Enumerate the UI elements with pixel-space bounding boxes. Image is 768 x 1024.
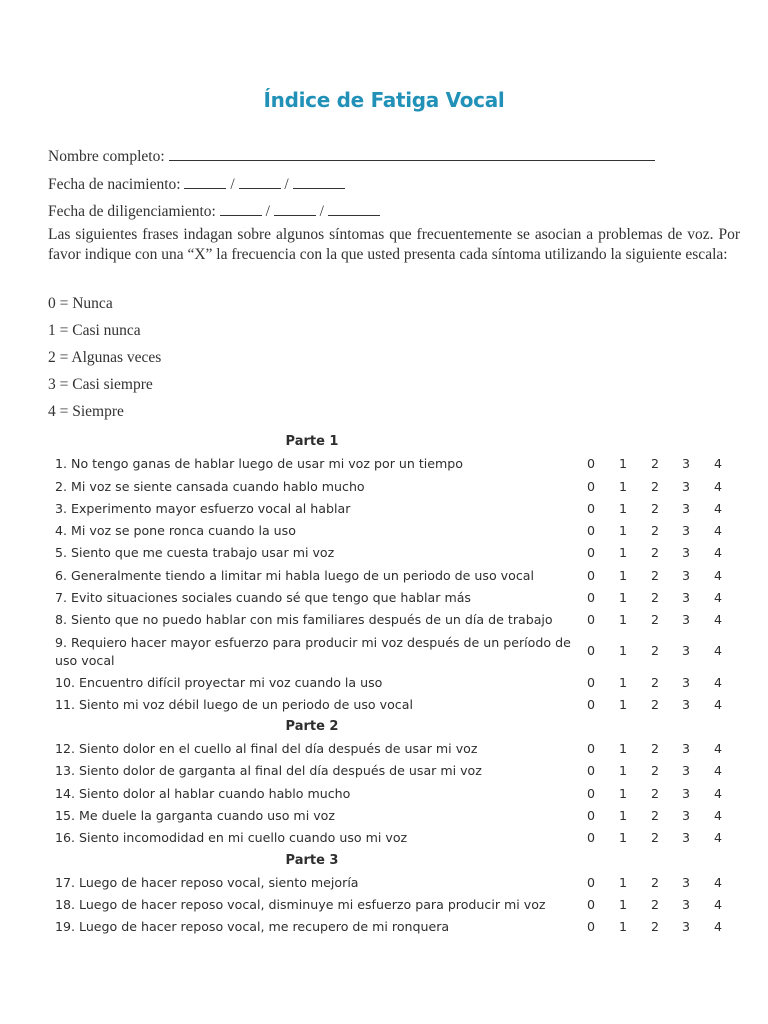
rating-option-0[interactable]: 0	[586, 568, 595, 583]
rating-option-4[interactable]: 4	[713, 456, 722, 471]
rating-option-3[interactable]: 3	[681, 545, 690, 560]
rating-option-0[interactable]: 0	[586, 479, 595, 494]
question-text: 17. Luego de hacer reposo vocal, siento mejoría	[55, 875, 359, 890]
rating-option-1[interactable]: 1	[618, 919, 627, 934]
question-row	[55, 897, 755, 919]
question-row	[55, 612, 755, 634]
rating-option-4[interactable]: 4	[713, 897, 722, 912]
rating-option-1[interactable]: 1	[618, 643, 627, 658]
rating-option-4[interactable]: 4	[713, 501, 722, 516]
nacimiento-label: Fecha de nacimiento:	[48, 176, 181, 193]
rating-option-4[interactable]: 4	[713, 590, 722, 605]
date-slash: /	[319, 203, 324, 220]
part-title: Parte 3	[285, 853, 339, 868]
rating-option-3[interactable]: 3	[681, 919, 690, 934]
rating-option-4[interactable]: 4	[713, 763, 722, 778]
rating-option-1[interactable]: 1	[618, 456, 627, 471]
rating-option-2[interactable]: 2	[650, 456, 659, 471]
rating-option-3[interactable]: 3	[681, 897, 690, 912]
rating-option-2[interactable]: 2	[650, 808, 659, 823]
question-row	[55, 763, 755, 785]
rating-option-0[interactable]: 0	[586, 830, 595, 845]
date-slash: /	[265, 203, 270, 220]
rating-option-2[interactable]: 2	[650, 479, 659, 494]
page-title: Índice de Fatiga Vocal	[263, 88, 505, 112]
rating-option-3[interactable]: 3	[681, 612, 690, 627]
rating-option-0[interactable]: 0	[586, 897, 595, 912]
scale-item: 1 = Casi nunca	[48, 322, 141, 339]
rating-option-3[interactable]: 3	[681, 697, 690, 712]
rating-option-1[interactable]: 1	[618, 545, 627, 560]
question-text: 7. Evito situaciones sociales cuando sé que tengo que hablar más	[55, 590, 471, 605]
rating-option-4[interactable]: 4	[713, 675, 722, 690]
question-text: 1. No tengo ganas de hablar luego de usar mi voz por un tiempo	[55, 456, 463, 471]
rating-option-4[interactable]: 4	[713, 643, 722, 658]
rating-option-2[interactable]: 2	[650, 830, 659, 845]
rating-option-1[interactable]: 1	[618, 675, 627, 690]
rating-option-1[interactable]: 1	[618, 875, 627, 890]
rating-option-0[interactable]: 0	[586, 501, 595, 516]
nacimiento-month-blank[interactable]	[239, 174, 281, 189]
rating-option-2[interactable]: 2	[650, 875, 659, 890]
rating-option-1[interactable]: 1	[618, 763, 627, 778]
rating-option-1[interactable]: 1	[618, 786, 627, 801]
rating-option-2[interactable]: 2	[650, 897, 659, 912]
question-text: 9. Requiero hacer mayor esfuerzo para producir mi voz después de un período de uso vocal	[55, 635, 571, 668]
rating-option-3[interactable]: 3	[681, 568, 690, 583]
question-text: 16. Siento incomodidad en mi cuello cuando uso mi voz	[55, 830, 408, 845]
question-text: 15. Me duele la garganta cuando uso mi voz	[55, 808, 335, 823]
question-row	[55, 634, 755, 668]
question-text: 19. Luego de hacer reposo vocal, me recupero de mi ronquera	[55, 919, 450, 934]
question-text: 12. Siento dolor en el cuello al final del día después de usar mi voz	[55, 741, 478, 756]
rating-option-4[interactable]: 4	[713, 697, 722, 712]
rating-option-3[interactable]: 3	[681, 456, 690, 471]
question-row	[55, 456, 755, 478]
diligenciamiento-month-blank[interactable]	[274, 201, 316, 216]
rating-option-3[interactable]: 3	[681, 875, 690, 890]
question-row	[55, 479, 755, 501]
scale-item: 0 = Nunca	[48, 295, 113, 312]
rating-option-2[interactable]: 2	[650, 763, 659, 778]
rating-option-1[interactable]: 1	[618, 479, 627, 494]
nacimiento-day-blank[interactable]	[184, 174, 226, 189]
scale-item: 2 = Algunas veces	[48, 349, 162, 366]
rating-option-2[interactable]: 2	[650, 523, 659, 538]
rating-option-3[interactable]: 3	[681, 830, 690, 845]
rating-option-2[interactable]: 2	[650, 741, 659, 756]
rating-option-3[interactable]: 3	[681, 763, 690, 778]
rating-option-0[interactable]: 0	[586, 741, 595, 756]
scale-item: 4 = Siempre	[48, 403, 124, 420]
rating-option-4[interactable]: 4	[713, 568, 722, 583]
scale-item: 3 = Casi siempre	[48, 376, 153, 393]
question-text: 4. Mi voz se pone ronca cuando la uso	[55, 523, 296, 538]
rating-option-3[interactable]: 3	[681, 808, 690, 823]
rating-option-0[interactable]: 0	[586, 456, 595, 471]
diligenciamiento-day-blank[interactable]	[220, 201, 262, 216]
rating-option-2[interactable]: 2	[650, 590, 659, 605]
rating-option-3[interactable]: 3	[681, 643, 690, 658]
question-row	[55, 675, 755, 697]
nombre-field	[48, 146, 655, 166]
rating-option-0[interactable]: 0	[586, 697, 595, 712]
nombre-blank[interactable]	[169, 146, 655, 161]
question-text: 10. Encuentro difícil proyectar mi voz cuando la uso	[55, 675, 383, 690]
rating-option-4[interactable]: 4	[713, 545, 722, 560]
rating-option-2[interactable]: 2	[650, 675, 659, 690]
question-text: 14. Siento dolor al hablar cuando hablo mucho	[55, 786, 351, 801]
rating-option-0[interactable]: 0	[586, 643, 595, 658]
part-title: Parte 2	[285, 719, 339, 734]
rating-option-2[interactable]: 2	[650, 643, 659, 658]
rating-option-0[interactable]: 0	[586, 612, 595, 627]
rating-option-2[interactable]: 2	[650, 697, 659, 712]
rating-option-2[interactable]: 2	[650, 501, 659, 516]
question-row	[55, 919, 755, 941]
diligenciamiento-year-blank[interactable]	[328, 201, 380, 216]
rating-option-1[interactable]: 1	[618, 808, 627, 823]
question-row	[55, 875, 755, 897]
rating-option-4[interactable]: 4	[713, 741, 722, 756]
nombre-label: Nombre completo:	[48, 148, 165, 165]
rating-option-0[interactable]: 0	[586, 675, 595, 690]
question-text: 3. Experimento mayor esfuerzo vocal al hablar	[55, 501, 351, 516]
nacimiento-year-blank[interactable]	[293, 174, 345, 189]
question-row	[55, 545, 755, 567]
instructions-paragraph: Las siguientes frases indagan sobre algunos síntomas que frecuentemente se asocian a problemas de voz. Por favor indique con una “X” la frecuencia con la que usted presenta cada síntoma utilizando la siguiente escala:	[48, 226, 740, 263]
part-title: Parte 1	[285, 434, 339, 449]
rating-option-1[interactable]: 1	[618, 830, 627, 845]
rating-option-0[interactable]: 0	[586, 786, 595, 801]
rating-option-4[interactable]: 4	[713, 786, 722, 801]
rating-option-0[interactable]: 0	[586, 523, 595, 538]
date-slash: /	[230, 176, 235, 193]
rating-option-1[interactable]: 1	[618, 501, 627, 516]
question-row	[55, 590, 755, 612]
rating-option-4[interactable]: 4	[713, 479, 722, 494]
diligenciamiento-field	[48, 201, 380, 221]
rating-option-0[interactable]: 0	[586, 590, 595, 605]
question-text: 8. Siento que no puedo hablar con mis familiares después de un día de trabajo	[55, 612, 553, 627]
rating-option-4[interactable]: 4	[713, 523, 722, 538]
rating-option-3[interactable]: 3	[681, 501, 690, 516]
question-text: 13. Siento dolor de garganta al final del día después de usar mi voz	[55, 763, 482, 778]
rating-option-3[interactable]: 3	[681, 675, 690, 690]
question-row	[55, 830, 755, 852]
rating-option-1[interactable]: 1	[618, 590, 627, 605]
diligenciamiento-label: Fecha de diligenciamiento:	[48, 203, 216, 220]
rating-option-0[interactable]: 0	[586, 545, 595, 560]
rating-option-0[interactable]: 0	[586, 808, 595, 823]
nacimiento-field	[48, 174, 345, 194]
rating-option-3[interactable]: 3	[681, 523, 690, 538]
rating-option-1[interactable]: 1	[618, 897, 627, 912]
rating-option-4[interactable]: 4	[713, 919, 722, 934]
question-text: 5. Siento que me cuesta trabajo usar mi voz	[55, 545, 335, 560]
question-row	[55, 523, 755, 545]
question-row	[55, 568, 755, 590]
rating-option-3[interactable]: 3	[681, 786, 690, 801]
question-row	[55, 786, 755, 808]
question-text: 18. Luego de hacer reposo vocal, disminuye mi esfuerzo para producir mi voz	[55, 897, 546, 912]
question-row	[55, 501, 755, 523]
question-row	[55, 808, 755, 830]
rating-option-4[interactable]: 4	[713, 830, 722, 845]
rating-option-0[interactable]: 0	[586, 763, 595, 778]
rating-option-3[interactable]: 3	[681, 479, 690, 494]
question-text: 2. Mi voz se siente cansada cuando hablo mucho	[55, 479, 365, 494]
rating-option-0[interactable]: 0	[586, 875, 595, 890]
date-slash: /	[284, 176, 289, 193]
rating-option-1[interactable]: 1	[618, 523, 627, 538]
rating-option-2[interactable]: 2	[650, 919, 659, 934]
rating-option-4[interactable]: 4	[713, 808, 722, 823]
question-row	[55, 697, 755, 719]
rating-option-2[interactable]: 2	[650, 545, 659, 560]
rating-option-4[interactable]: 4	[713, 612, 722, 627]
question-text: 6. Generalmente tiendo a limitar mi habla luego de un periodo de uso vocal	[55, 568, 534, 583]
rating-option-2[interactable]: 2	[650, 612, 659, 627]
rating-option-1[interactable]: 1	[618, 612, 627, 627]
question-row	[55, 741, 755, 763]
rating-option-1[interactable]: 1	[618, 697, 627, 712]
rating-option-2[interactable]: 2	[650, 568, 659, 583]
question-text: 11. Siento mi voz débil luego de un periodo de uso vocal	[55, 697, 413, 712]
rating-option-1[interactable]: 1	[618, 741, 627, 756]
rating-option-3[interactable]: 3	[681, 590, 690, 605]
rating-option-4[interactable]: 4	[713, 875, 722, 890]
rating-option-3[interactable]: 3	[681, 741, 690, 756]
rating-option-1[interactable]: 1	[618, 568, 627, 583]
rating-option-0[interactable]: 0	[586, 919, 595, 934]
rating-option-2[interactable]: 2	[650, 786, 659, 801]
